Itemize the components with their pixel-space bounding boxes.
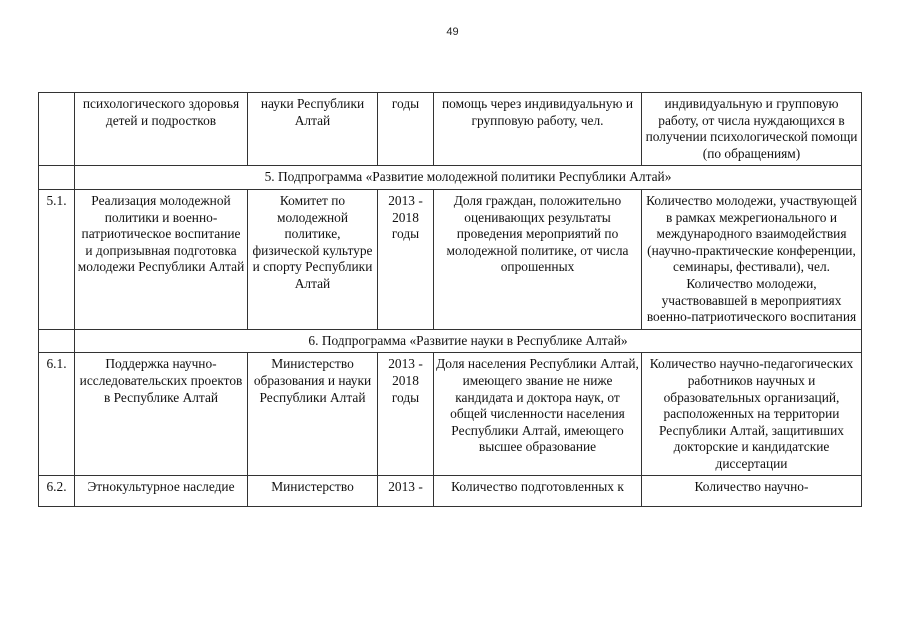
row-number: 6.2. [39, 476, 75, 507]
event-cell: Этнокультурное наследие [75, 476, 248, 507]
table-row [39, 189, 862, 329]
period-cell: 2013 - 2018 годы [378, 353, 434, 476]
period-cell: 2013 - [378, 476, 434, 507]
table-row [39, 353, 862, 476]
section-row [39, 329, 862, 353]
event-cell: психологического здоровья детей и подростков [75, 93, 248, 166]
event-cell: Поддержка научно-исследовательских проектов в Республике Алтай [75, 353, 248, 476]
row-number: 5.1. [39, 189, 75, 329]
executor-cell: Министерство образования и науки Республики Алтай [248, 353, 378, 476]
indicator-cell: Доля граждан, положительно оценивающих результаты проведения мероприятий по молодежной политике, от числа опрошенных [434, 189, 642, 329]
period-cell: годы [378, 93, 434, 166]
section-row [39, 166, 862, 190]
indicator-cell: Количество подготовленных к [434, 476, 642, 507]
result-cell: индивидуальную и групповую работу, от числа нуждающихся в получении психологической помощи (по обращениям) [642, 93, 862, 166]
section-title: 5. Подпрограмма «Развитие молодежной политики Республики Алтай» [75, 166, 862, 190]
period-cell: 2013 - 2018 годы [378, 189, 434, 329]
result-cell: Количество научно- [642, 476, 862, 507]
section-title: 6. Подпрограмма «Развитие науки в Республике Алтай» [75, 329, 862, 353]
page-number: 49 [446, 26, 459, 38]
row-number [39, 329, 75, 353]
program-table [38, 92, 862, 507]
row-number [39, 93, 75, 166]
row-number: 6.1. [39, 353, 75, 476]
result-cell: Количество научно-педагогических работников научных и образовательных организаций, расположенных на территории Республики Алтай, защитивших докторские и кандидатские диссертации [642, 353, 862, 476]
table-row [39, 93, 862, 166]
event-cell: Реализация молодежной политики и военно-патриотическое воспитание и допризывная подготовка молодежи Республики Алтай [75, 189, 248, 329]
executor-cell: Министерство [248, 476, 378, 507]
indicator-cell: помощь через индивидуальную и групповую работу, чел. [434, 93, 642, 166]
indicator-cell: Доля населения Республики Алтай, имеющего звание не ниже кандидата и доктора наук, от общей численности населения Республики Алтай, имеющего высшее образование [434, 353, 642, 476]
result-cell: Количество молодежи, участвующей в рамках межрегионального и международного взаимодействия (научно-практические конференции, семинары, фестивали), чел. Количество молодежи, участвовавшей в мероприятиях военно-патриотического воспитания [642, 189, 862, 329]
executor-cell: Комитет по молодежной политике, физической культуре и спорту Республики Алтай [248, 189, 378, 329]
table-row [39, 476, 862, 507]
executor-cell: науки Республики Алтай [248, 93, 378, 166]
row-number [39, 166, 75, 190]
